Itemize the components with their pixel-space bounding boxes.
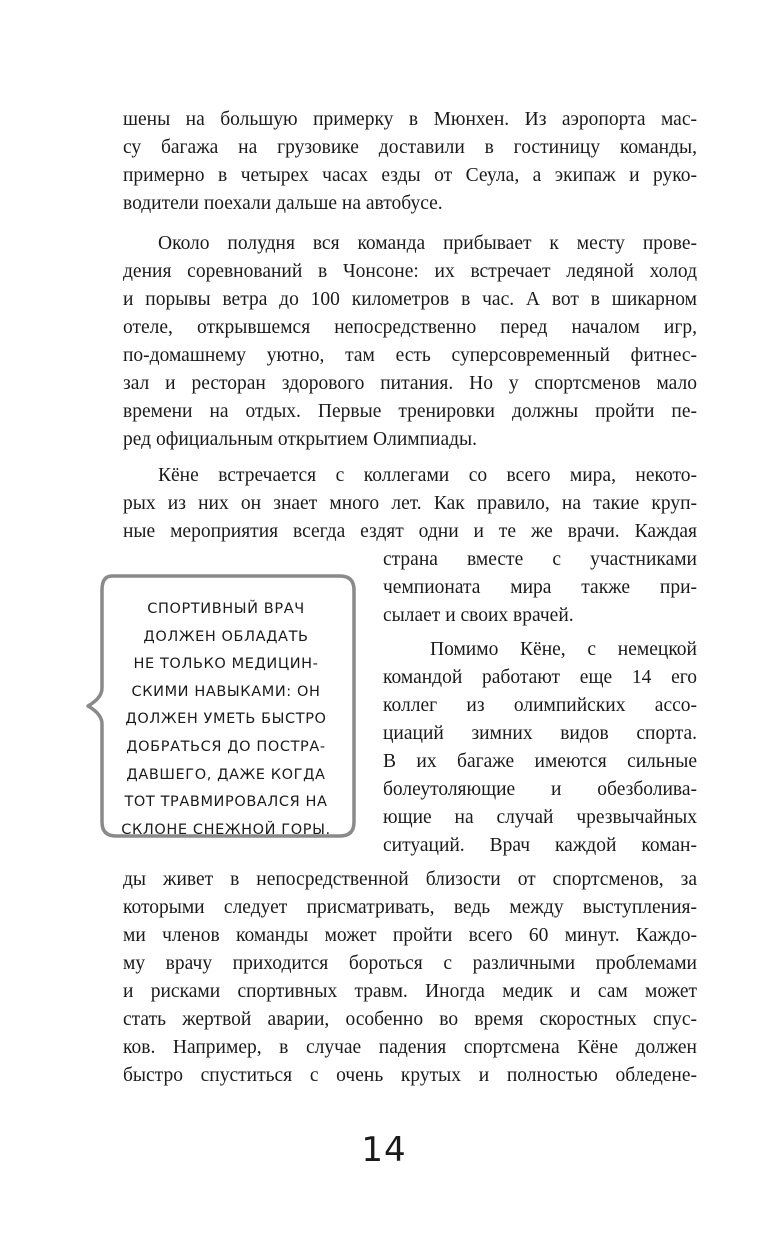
body-text-line: шены на большую примерку в Мюнхен. Из аэропорта мас- [123,109,697,130]
body-text-line: отеле, открывшемся непосредственно перед началом игр, [123,317,697,338]
callout-line: ДОЛЖЕН ОБЛАДАТЬ [143,628,309,645]
body-text-line: примерно в четырех часах езды от Сеула, а экипаж и руко- [123,165,697,186]
body-text-line: Помимо Кёне, с немецкой [430,639,697,660]
callout-line: ДОБРАТЬСЯ ДО ПОСТРА- [126,738,326,755]
body-text-line: времени на отдых. Первые тренировки должны пройти пе- [123,401,697,422]
body-text-line: В их багаже имеются сильные [383,751,697,772]
body-text-line: му врачу приходится бороться с различными проблемами [123,953,697,974]
body-text-line: рых из них он знает много лет. Как правило, на такие круп- [123,493,697,514]
body-text-line: и порывы ветра до 100 километров в час. А вот в шикарном [123,289,697,310]
body-text-line: которыми следует присматривать, ведь между выступления- [123,897,697,918]
callout-line: НЕ ТОЛЬКО МЕДИЦИН- [133,656,319,673]
body-text-line: и рисками спортивных травм. Иногда медик и сам может [123,981,697,1002]
body-text-line: ков. Например, в случае падения спортсмена Кёне должен [123,1037,697,1058]
body-text-line: быстро спуститься с очень крутых и полностью обледене- [123,1065,697,1086]
body-text-line: ющие на случай чрезвычайных [383,807,697,828]
body-text-line: зал и ресторан здорового питания. Но у спортсменов мало [123,373,697,394]
body-text-line: по-домашнему уютно, там есть суперсовременный фитнес- [123,345,697,366]
body-text-line: водители поехали дальше на автобусе. [123,193,443,214]
callout-text [110,596,342,844]
body-text-line: ми членов команды может пройти всего 60 минут. Каждо- [123,925,697,946]
body-text-line: ред официальным открытием Олимпиады. [123,429,478,450]
body-text-line: су багажа на грузовике доставили в гостиницу команды, [123,137,697,158]
body-text-line: ситуаций. Врач каждой коман- [383,835,697,856]
body-text-line: дения соревнований в Чонсоне: их встречает ледяной холод [123,261,697,282]
body-text-line: коллег из олимпийских ассо- [383,695,697,716]
body-text-line: сылает и своих врачей. [383,605,574,626]
body-text-line: болеутоляющие и обезболива- [383,779,697,800]
pull-quote-callout [82,572,360,840]
body-text-line: ды живет в непосредственной близости от спортсменов, за [123,869,697,890]
callout-line: ДОЛЖЕН УМЕТЬ БЫСТРО [125,711,327,728]
page-number: 14 [361,1130,407,1170]
callout-line: ДАВШЕГО, ДАЖЕ КОГДА [126,766,326,783]
callout-line: СКИМИ НАВЫКАМИ: ОН [131,683,321,700]
body-text-line: страна вместе с участниками [383,549,697,570]
body-text-line: командой работают еще 14 его [383,667,697,688]
body-text-line: циаций зимних видов спорта. [383,723,697,744]
callout-line: СКЛОНЕ СНЕЖНОЙ ГОРЫ. [121,821,331,838]
body-text-line: стать жертвой аварии, особенно во время скоростных спус- [123,1009,697,1030]
callout-line: СПОРТИВНЫЙ ВРАЧ [147,601,305,617]
body-text-line: Кёне встречается с коллегами со всего мира, некото- [158,465,697,486]
callout-line: ТОТ ТРАВМИРОВАЛСЯ НА [124,794,328,811]
body-text-line: ные мероприятия всегда ездят одни и те же врачи. Каждая [123,521,697,542]
body-text-line: чемпионата мира также при- [383,577,697,598]
body-text-line: Около полудня вся команда прибывает к месту прове- [158,233,697,254]
